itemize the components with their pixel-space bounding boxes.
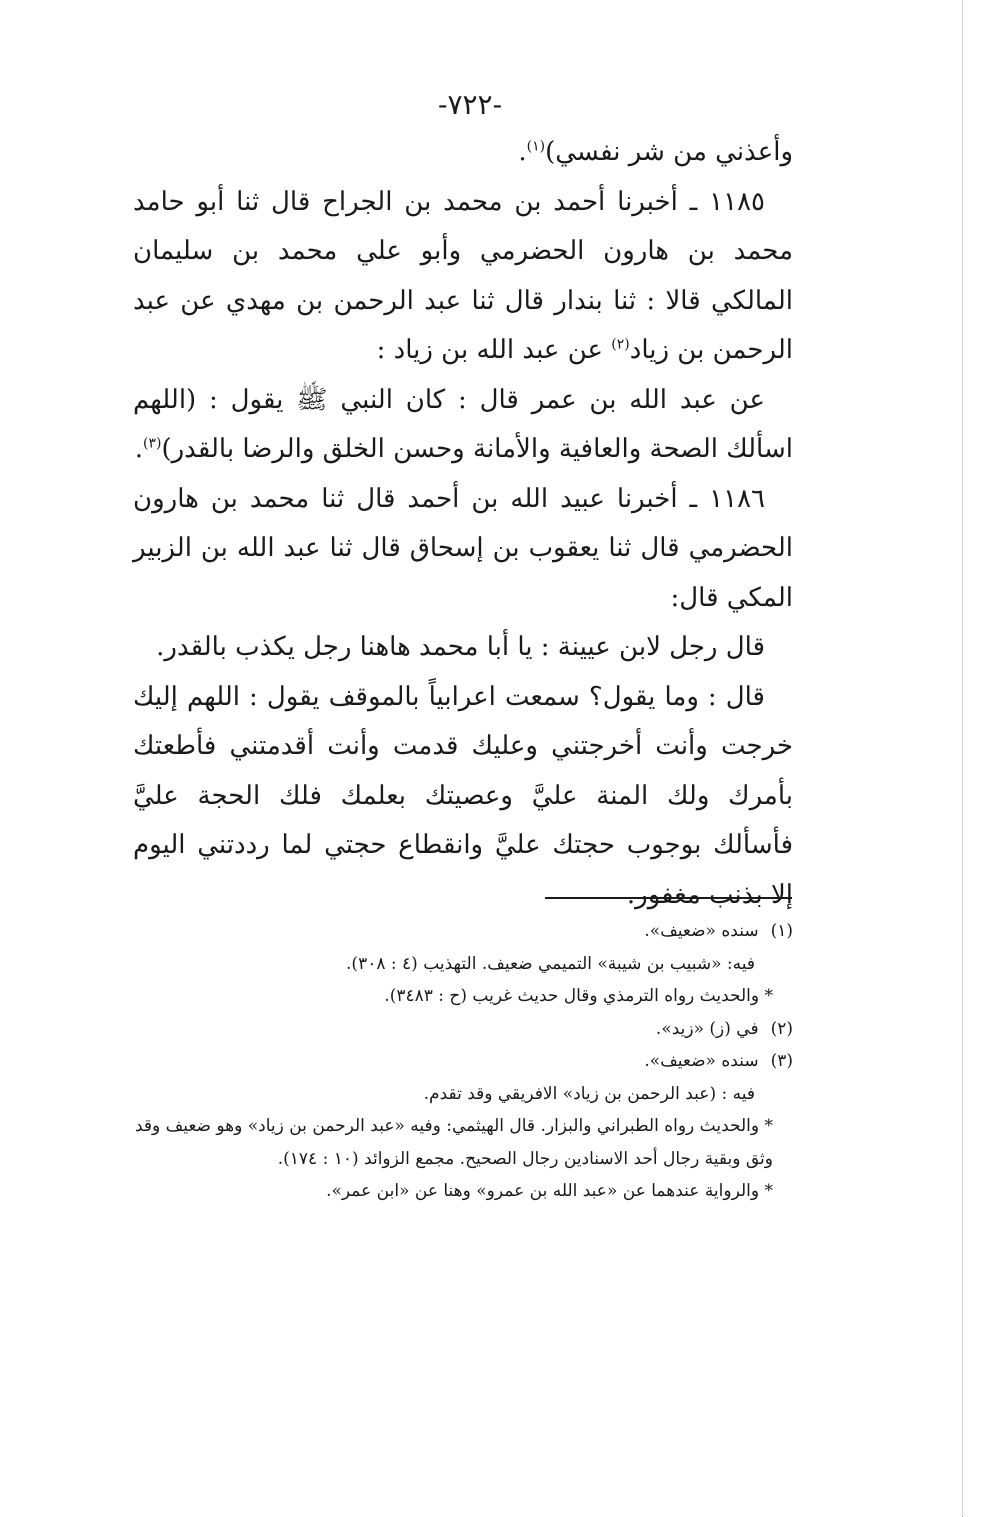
footnote-1-number: (١): [770, 921, 793, 941]
footnote-ref-2: (٢): [611, 336, 630, 353]
footnote-3-text: سنده «ضعيف».: [644, 1051, 759, 1071]
hadith-1186-matn-2: قال : وما يقول؟ سمعت اعرابياً بالموقف يقول : اللهم إليك خرجت وأنت أخرجتني وعليك قدمت وأنت أقدمتني فأطعتك بأمرك ولك المنة عليَّ وعصيتك بعلمك فلك الحجة عليَّ فأسألك بوجوب حجتك عليَّ وانقطاع حجتي لما رددتني اليوم إلا بذنب مغفور.: [133, 681, 793, 910]
hadith-1185-end: عن عبد الله بن زياد :: [376, 335, 604, 365]
footnote-2: [103, 1013, 793, 1046]
paragraph-1-end: .: [518, 137, 527, 167]
hadith-1185-text: ١١٨٥ ـ أخبرنا أحمد بن محمد بن الجراح قال ثنا أبو حامد محمد بن هارون الحضرمي وأبو علي محمد بن سليمان المالكي قالا : ثنا بندار قال ثنا عبد الرحمن بن مهدي عن عبد الرحمن بن زياد: [133, 186, 793, 365]
page-edge-line: [962, 0, 963, 1517]
footnote-1-detail: فيه: «شبيب بن شيبة» التميمي ضعيف. التهذيب (٤ : ٣٠٨).: [346, 953, 755, 974]
hadith-1186-matn-1: قال رجل لابن عيينة : يا أبا محمد هاهنا رجل يكذب بالقدر.: [156, 632, 765, 662]
footnote-divider: [545, 897, 792, 899]
hadith-1185: [133, 178, 793, 376]
hadith-1185-matn-end: .: [134, 434, 144, 464]
paragraph-1: [133, 128, 793, 178]
footnote-ref-3: (٣): [143, 435, 162, 452]
footnote-1-text: سنده «ضعيف».: [644, 921, 759, 941]
footnote-3-detail: فيه : (عبد الرحمن بن زياد» الافريقي وقد تقدم.: [423, 1083, 755, 1104]
footnote-2-number: (٢): [770, 1018, 793, 1039]
footnote-1-note: * والحديث رواه الترمذي وقال حديث غريب (ح : ٣٤٨٣).: [384, 986, 773, 1006]
hadith-1185-matn-text: عن عبد الله بن عمر قال : كان النبي ﷺ يقول : (اللهم اسألك الصحة والعافية والأمانة وحسن الخلق والرضا بالقدر): [133, 384, 793, 464]
main-text: [133, 128, 793, 920]
footnote-3-note-1: * والحديث رواه الطبراني والبزار. قال الهيثمي: وفيه «عبد الرحمن بن زياد» وهو ضعيف وقد وثق وبقية رجال أحد الاسنادين رجال الصحيح. مجمع الزوائد (١٠ : ١٧٤).: [134, 1116, 773, 1169]
footnote-1: [103, 915, 793, 948]
footnote-3-number: (٣): [770, 1051, 793, 1071]
hadith-1185-matn: [133, 376, 793, 475]
paragraph-1-text: وأعذني من شر نفسي): [545, 137, 793, 167]
footnote-3: [103, 1045, 793, 1078]
footnote-2-text: في (ز) «زيد».: [655, 1018, 759, 1039]
page-number: -٧٢٢-: [437, 88, 503, 121]
footnotes: [103, 915, 793, 1208]
hadith-1186: ١١٨٦ ـ أخبرنا عبيد الله بن أحمد قال ثنا محمد بن هارون الحضرمي قال ثنا يعقوب بن إسحاق قال ثنا عبد الله بن الزبير المكي قال:: [133, 483, 793, 613]
footnote-3-note-2: * والرواية عندهما عن «عبد الله بن عمرو» وهنا عن «ابن عمر».: [326, 1181, 773, 1201]
footnote-ref-1: (١): [526, 138, 546, 155]
